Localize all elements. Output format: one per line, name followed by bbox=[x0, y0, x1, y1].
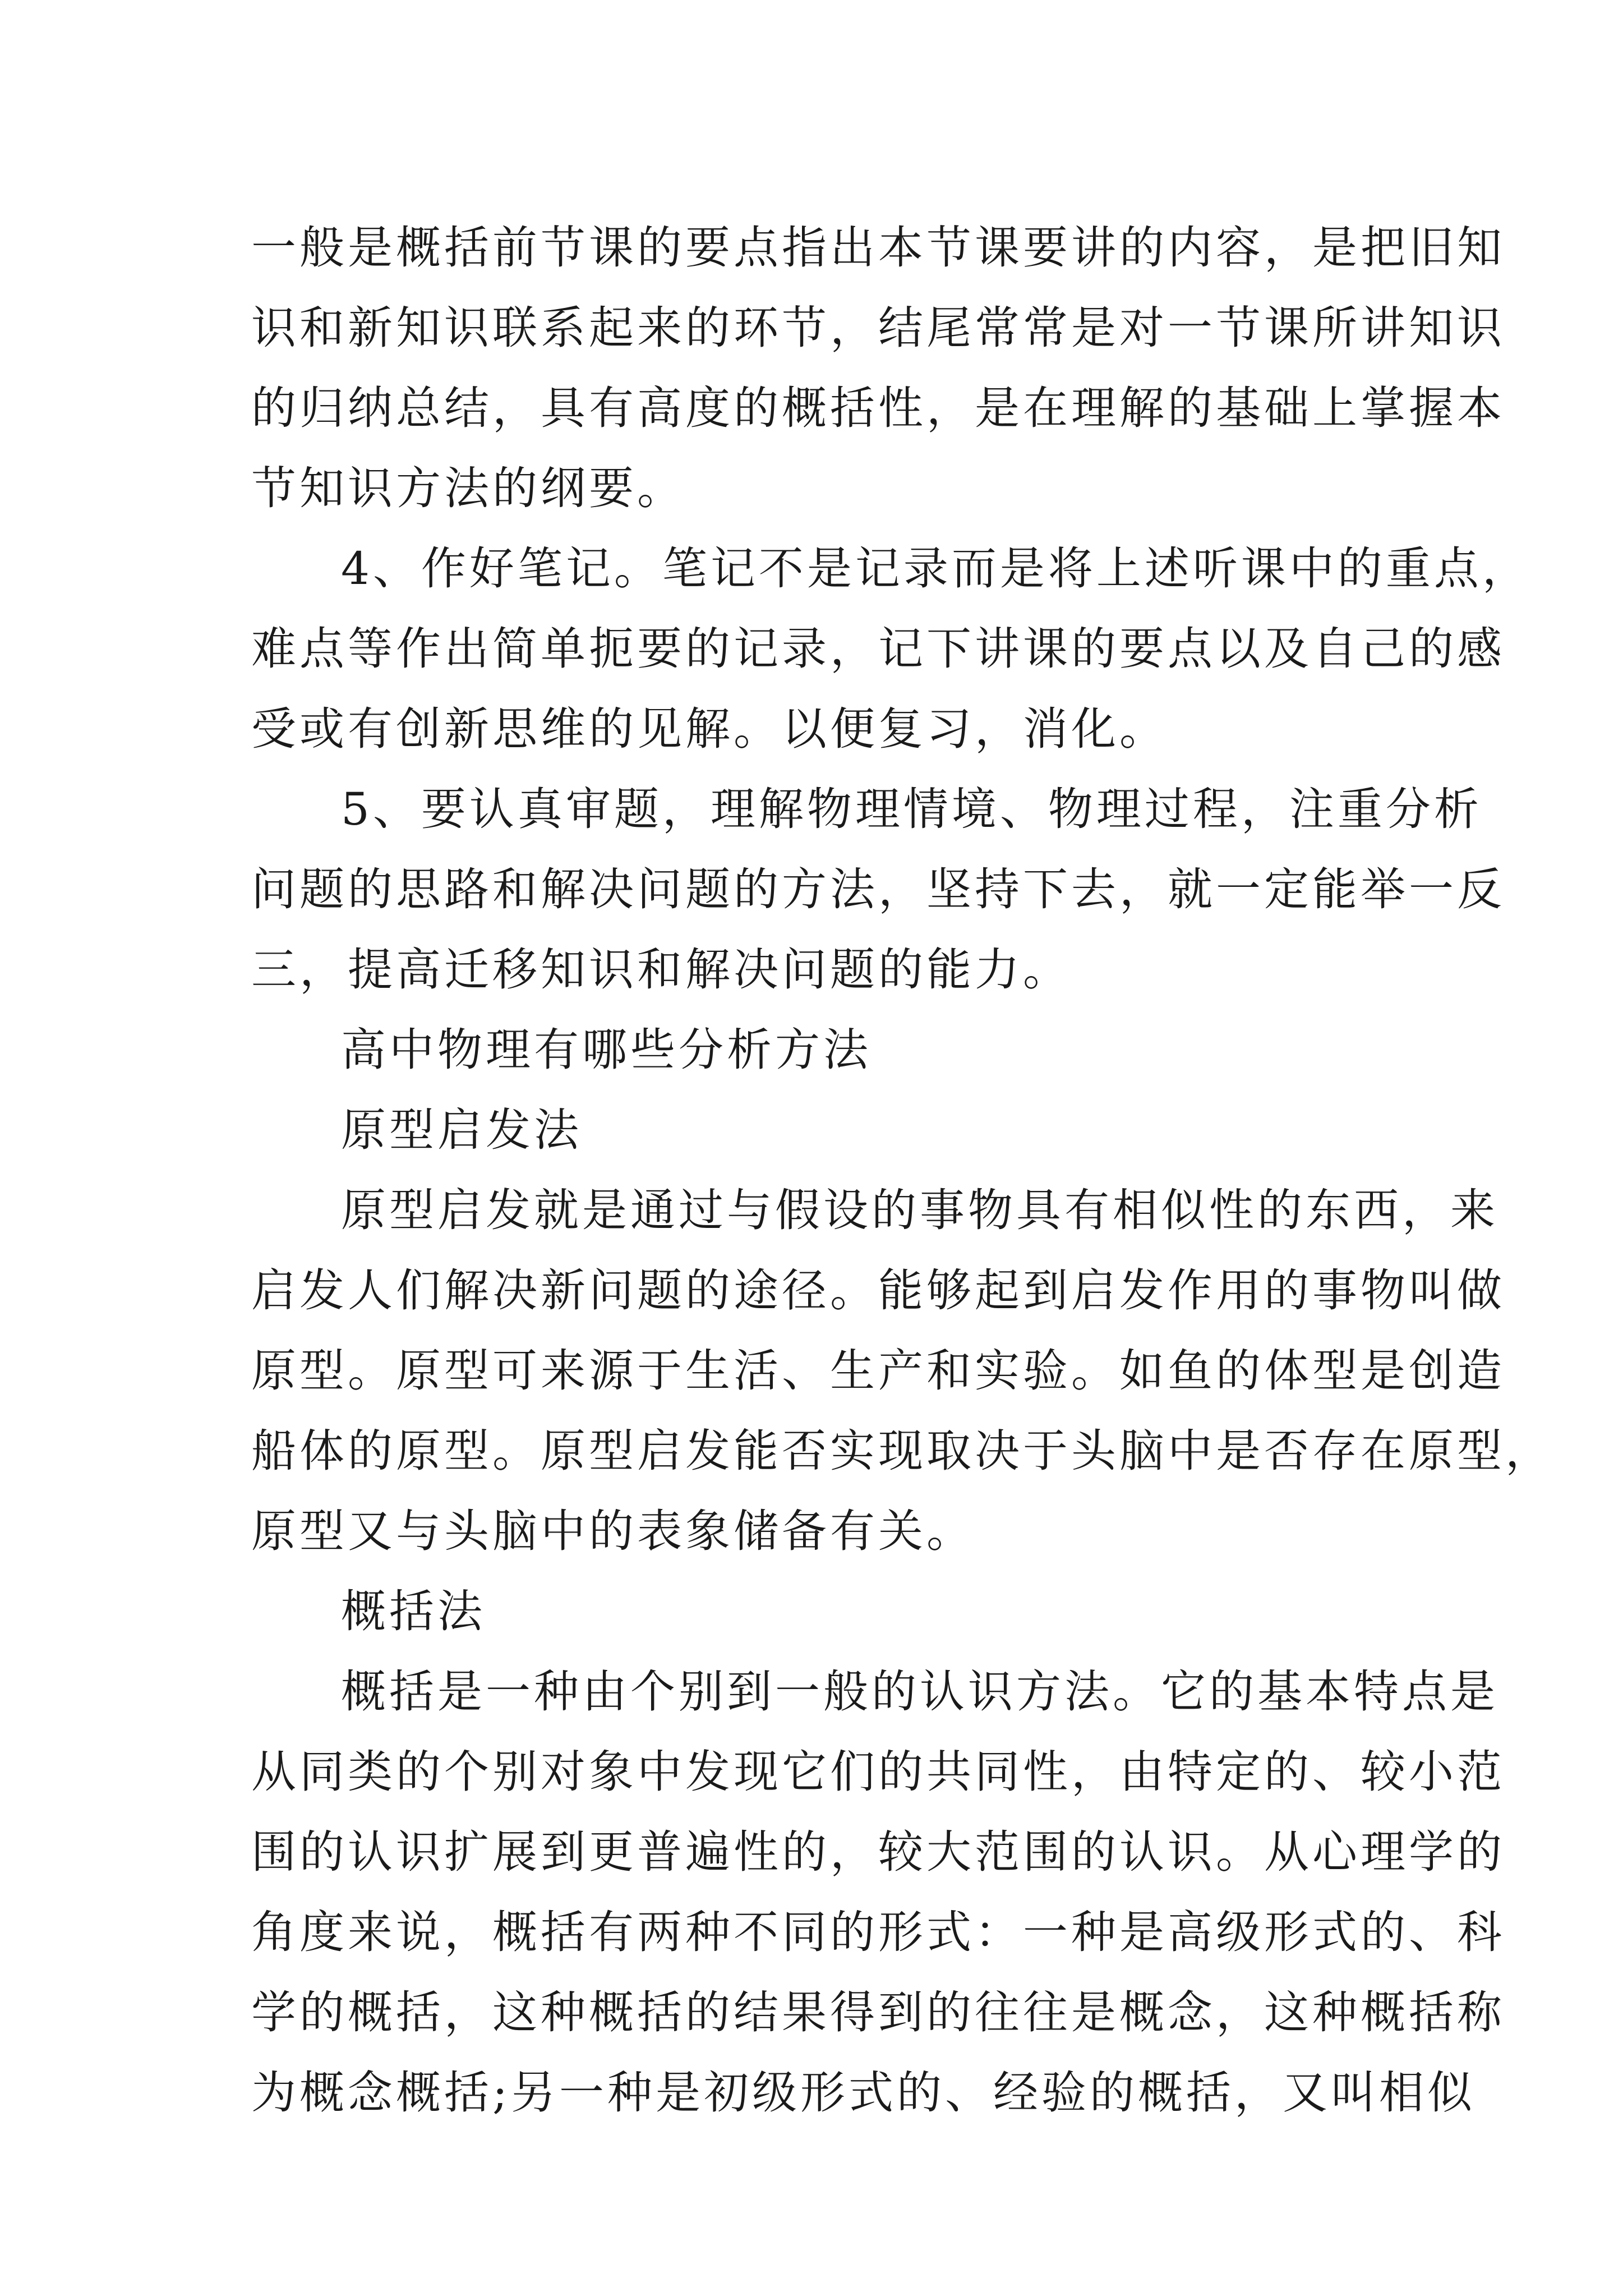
text-line: 启发人们解决新问题的途径。能够起到启发作用的事物叫做 bbox=[251, 1264, 1505, 1317]
text-line: 围的认识扩展到更普遍性的，较大范围的认识。从心理学的 bbox=[251, 1826, 1505, 1878]
text-line: 高中物理有哪些分析方法 bbox=[341, 1024, 872, 1076]
text-line: 概括是一种由个别到一般的认识方法。它的基本特点是 bbox=[341, 1665, 1498, 1718]
text-line: 问题的思路和解决问题的方法，坚持下去，就一定能举一反 bbox=[251, 863, 1505, 915]
text-line: 原型启发法 bbox=[341, 1104, 582, 1156]
text-line: 节知识方法的纲要。 bbox=[251, 462, 685, 514]
text-line: 角度来说，概括有两种不同的形式：一种是高级形式的、科 bbox=[251, 1906, 1505, 1958]
text-line: 三，提高迁移知识和解决问题的能力。 bbox=[251, 944, 1071, 996]
text-line: 受或有创新思维的见解。以便复习，消化。 bbox=[251, 703, 1168, 755]
text-line: 一般是概括前节课的要点指出本节课要讲的内容，是把旧知 bbox=[251, 222, 1505, 274]
document-body bbox=[251, 208, 1553, 2133]
text-line: 为概念概括;另一种是初级形式的、经验的概括，又叫相似 bbox=[251, 2067, 1476, 2119]
text-line: 概括法 bbox=[341, 1585, 486, 1637]
text-line: 的归纳总结，具有高度的概括性，是在理解的基础上掌握本 bbox=[251, 382, 1505, 434]
text-line: 从同类的个别对象中发现它们的共同性，由特定的、较小范 bbox=[251, 1746, 1505, 1798]
text-line: 船体的原型。原型启发能否实现取决于头脑中是否存在原型， bbox=[251, 1425, 1553, 1477]
text-line: 学的概括，这种概括的结果得到的往往是概念，这种概括称 bbox=[251, 1986, 1505, 2039]
text-line: 5、要认真审题，理解物理情境、物理过程，注重分析 bbox=[341, 783, 1482, 835]
text-line: 难点等作出简单扼要的记录，记下讲课的要点以及自己的感 bbox=[251, 623, 1505, 675]
text-line: 识和新知识联系起来的环节，结尾常常是对一节课所讲知识 bbox=[251, 302, 1505, 354]
text-line: 原型。原型可来源于生活、生产和实验。如鱼的体型是创造 bbox=[251, 1345, 1505, 1397]
text-line: 原型又与头脑中的表象储备有关。 bbox=[251, 1505, 975, 1557]
text-line: 4、作好笔记。笔记不是记录而是将上述听课中的重点， bbox=[341, 542, 1530, 595]
text-line: 原型启发就是通过与假设的事物具有相似性的东西，来 bbox=[341, 1184, 1498, 1236]
